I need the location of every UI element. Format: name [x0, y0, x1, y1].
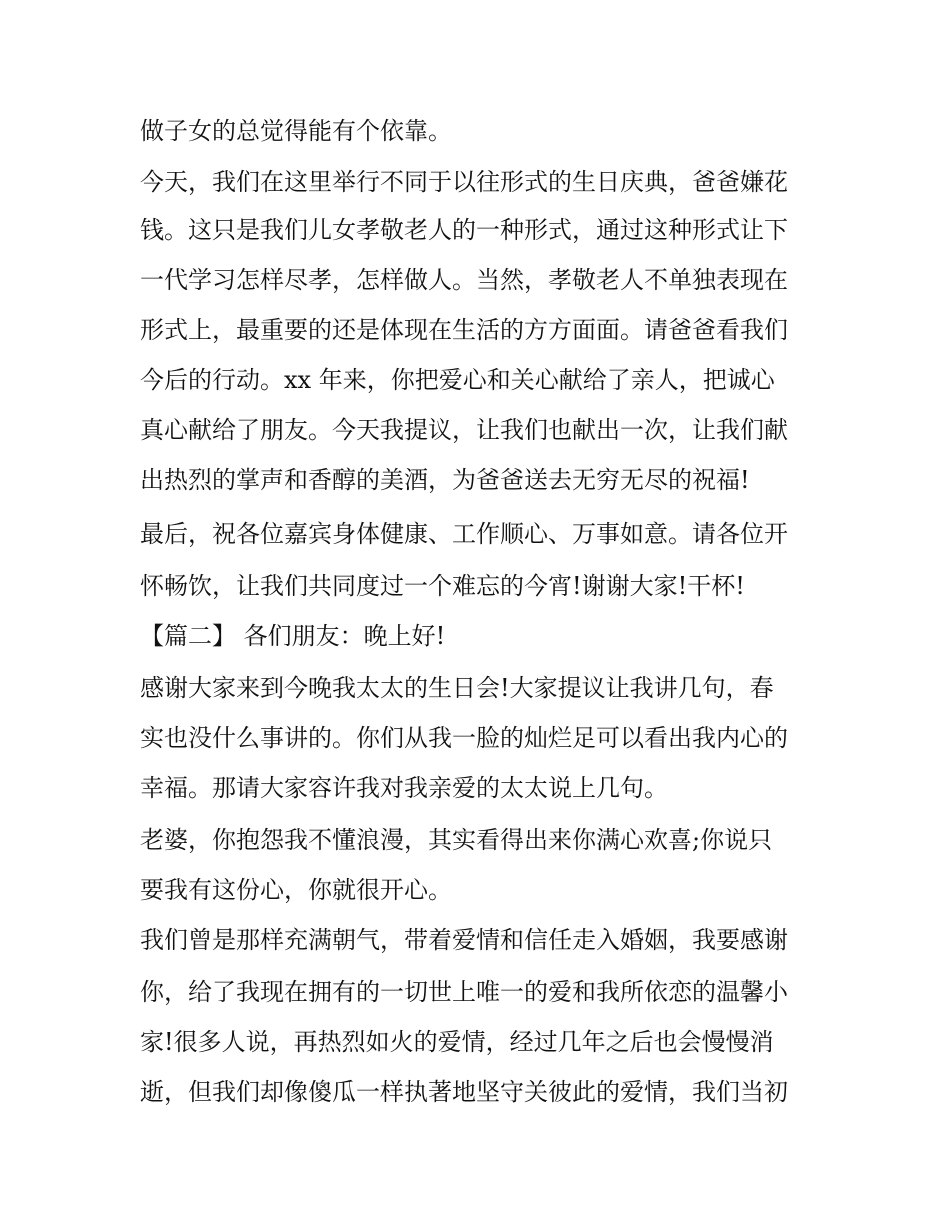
text-line: 感谢大家来到今晚我太太的生日会!大家提议让我讲几句，春 [140, 674, 774, 702]
text-line: 逝，但我们却像傻瓜一样执著地坚守关彼此的爱情，我们当初 [140, 1078, 788, 1106]
text-line: 最后，祝各位嘉宾身体健康、工作顺心、万事如意。请各位开 [140, 520, 788, 548]
text-line: 做子女的总觉得能有个依靠。 [140, 117, 452, 145]
text-line: 老婆，你抱怨我不懂浪漫，其实看得出来你满心欢喜;你说只 [140, 826, 773, 854]
section-heading: 【篇二】 各们朋友：晚上好! [140, 622, 446, 650]
text-line: 实也没什么事讲的。你们从我一脸的灿烂足可以看出我内心的 [140, 724, 788, 752]
text-line: 真心献给了朋友。今天我提议，让我们也献出一次，让我们献 [140, 416, 788, 444]
text-line: 钱。这只是我们儿女孝敬老人的一种形式，通过这种形式让下 [140, 216, 788, 244]
text-line: 怀畅饮，让我们共同度过一个难忘的今宵!谢谢大家!干杯! [140, 572, 745, 600]
text-line: 我们曾是那样充满朝气，带着爱情和信任走入婚姻，我要感谢 [140, 926, 788, 954]
text-line: 幸福。那请大家容许我对我亲爱的太太说上几句。 [140, 774, 668, 802]
text-line: 一代学习怎样尽孝，怎样做人。当然，孝敬老人不单独表现在 [140, 266, 788, 294]
text-line: 形式上，最重要的还是体现在生活的方方面面。请爸爸看我们 [140, 316, 788, 344]
text-line: 出热烈的掌声和香醇的美酒，为爸爸送去无穷无尽的祝福! [140, 466, 750, 494]
text-line: 今后的行动。xx 年来，你把爱心和关心献给了亲人，把诚心 [140, 366, 775, 394]
text-line: 家!很多人说，再热烈如火的爱情，经过几年之后也会慢慢消 [140, 1028, 774, 1056]
text-line: 今天，我们在这里举行不同于以往形式的生日庆典，爸爸嫌花 [140, 168, 788, 196]
text-line: 要我有这份心，你就很开心。 [140, 876, 452, 904]
text-line: 你，给了我现在拥有的一切世上唯一的爱和我所依恋的温馨小 [140, 978, 788, 1006]
